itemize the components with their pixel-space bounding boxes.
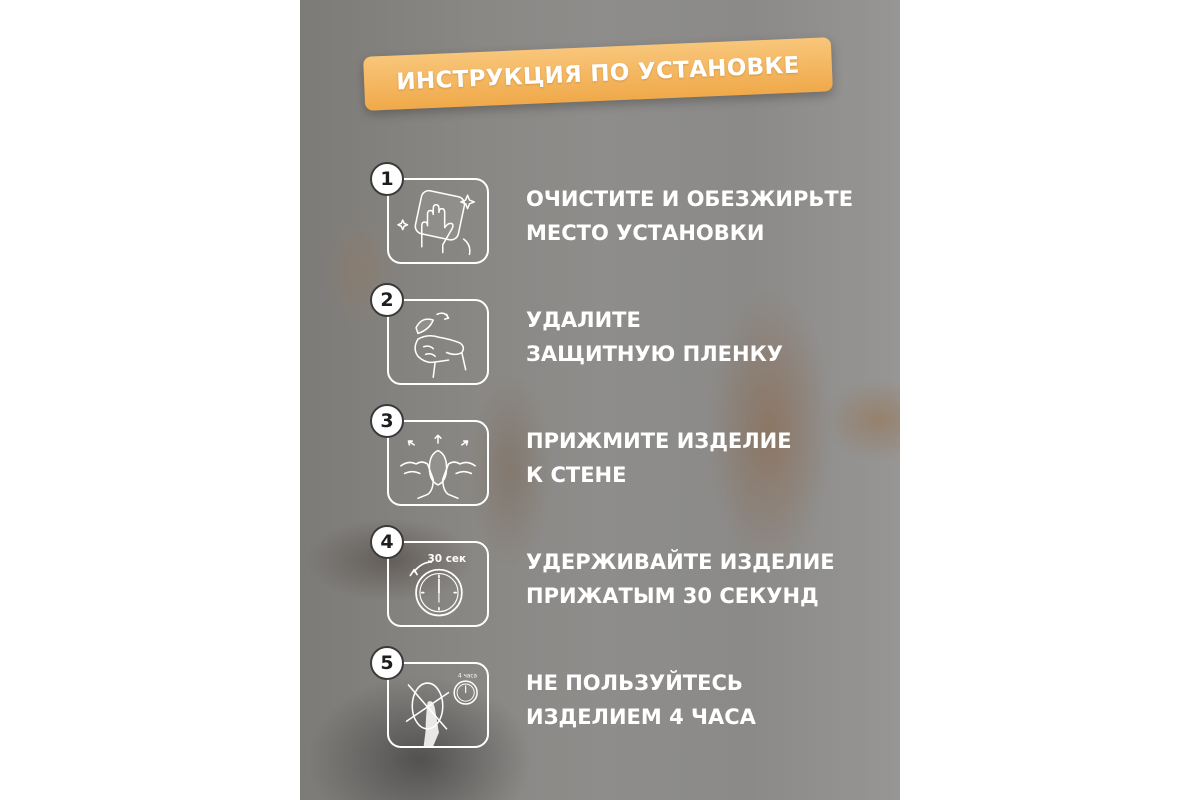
step-number: 4 [370, 525, 404, 559]
no-use-hook-icon [387, 662, 489, 748]
step-number: 5 [370, 646, 404, 680]
cleaning-hand-icon [387, 178, 489, 264]
step-4 [300, 525, 900, 635]
step-line-2: ИЗДЕЛИЕМ 4 ЧАСА [526, 705, 756, 729]
title-banner [363, 37, 833, 111]
step-line-2: МЕСТО УСТАНОВКИ [526, 221, 765, 245]
step-text [526, 666, 886, 734]
step-number: 2 [370, 283, 404, 317]
step-line-1: ПРИЖМИТЕ ИЗДЕЛИЕ [526, 429, 792, 453]
step-text [526, 545, 886, 613]
step-number: 3 [370, 404, 404, 438]
timer-label: 4 часа [458, 673, 478, 680]
step-line-2: К СТЕНЕ [526, 463, 627, 487]
clock-timer-icon [387, 541, 489, 627]
step-line-1: УДЕРЖИВАЙТЕ ИЗДЕЛИЕ [526, 550, 835, 574]
step-line-1: ОЧИСТИТЕ И ОБЕЗЖИРЬТЕ [526, 187, 854, 211]
page-title: ИНСТРУКЦИЯ ПО УСТАНОВКЕ [395, 52, 801, 96]
step-3 [300, 404, 900, 514]
timer-label: 30 сек [427, 553, 467, 566]
peel-film-icon [387, 299, 489, 385]
step-2 [300, 283, 900, 393]
step-text [526, 424, 886, 492]
step-1 [300, 162, 900, 272]
step-text [526, 303, 886, 371]
step-line-1: НЕ ПОЛЬЗУЙТЕСЬ [526, 671, 743, 695]
step-number: 1 [370, 162, 404, 196]
step-line-1: УДАЛИТЕ [526, 308, 641, 332]
step-5 [300, 646, 900, 756]
step-text [526, 182, 886, 250]
instruction-card [300, 0, 900, 800]
step-line-2: ПРИЖАТЫМ 30 СЕКУНД [526, 584, 819, 608]
press-hands-icon [387, 420, 489, 506]
step-line-2: ЗАЩИТНУЮ ПЛЕНКУ [526, 342, 783, 366]
